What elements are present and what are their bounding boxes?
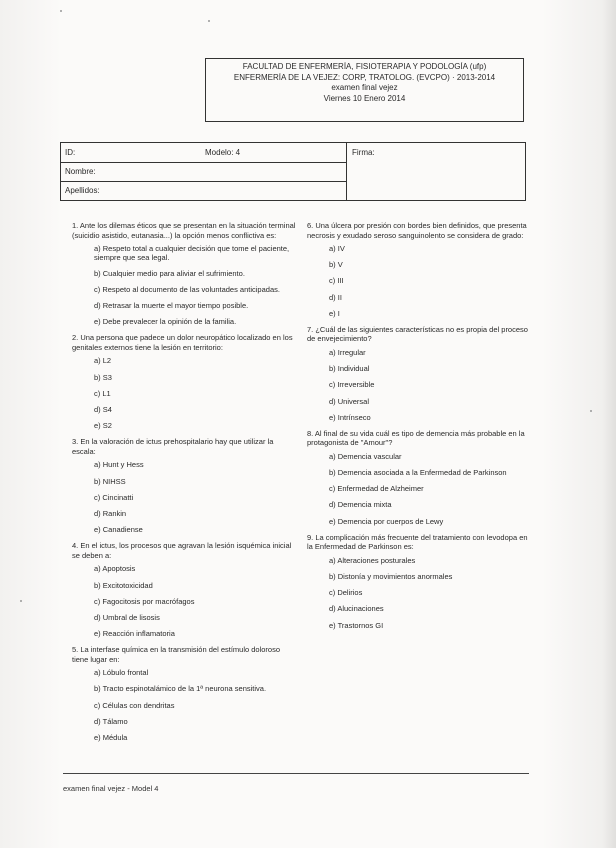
header-course: ENFERMERÍA DE LA VEJEZ: CORP, TRATOLOG. (EVCPO) · 2013-2014 — [233, 72, 496, 82]
option: e) Intrínseco — [329, 412, 371, 422]
question-stem: 9. La complicación más frecuente del tratamiento con levodopa en la Enfermedad de Parkinson es: — [307, 532, 528, 552]
option: a) Hunt y Hess — [94, 460, 144, 470]
question-stem: 4. En el ictus, los procesos que agravan la lesión isquémica inicial se deben a: — [72, 541, 292, 560]
option: b) Individual — [329, 364, 370, 374]
questions-right-column — [307, 221, 529, 637]
option-list — [72, 244, 298, 327]
option-list — [72, 668, 298, 742]
option: a) Alteraciones posturales — [329, 555, 416, 565]
question-stem: 7. ¿Cuál de las siguientes características no es propia del proceso de envejecimiento? — [307, 324, 528, 344]
scan-speck — [208, 20, 210, 22]
student-info-left — [61, 143, 347, 200]
option: a) IV — [329, 244, 345, 253]
option: a) L2 — [94, 356, 112, 366]
question-5 — [72, 645, 298, 742]
option: e) Debe prevalecer la opinión de la familia. — [94, 317, 237, 327]
option: d) Tálamo — [94, 716, 128, 726]
header-exam-title: examen final vejez — [331, 83, 398, 92]
option: c) Respeto al documento de las voluntades anticipadas. — [94, 284, 280, 294]
option: b) NIHSS — [94, 476, 126, 486]
option-list — [307, 452, 529, 526]
id-row — [61, 143, 346, 163]
firma-label: Firma: — [352, 148, 375, 157]
option: d) S4 — [94, 405, 112, 414]
option: c) Cincinatti — [94, 492, 134, 502]
option: b) Distonía y movimientos anormales — [329, 572, 453, 581]
option: c) Delirios — [329, 588, 363, 598]
option: e) Reacción inflamatoria — [94, 629, 175, 639]
option: a) Lóbulo frontal — [94, 668, 149, 678]
option-list — [72, 564, 298, 638]
question-9 — [307, 533, 529, 630]
question-stem: 6. Una úlcera por presión con bordes bien definidos, que presenta necrosis y exudado seroso sanguinolento se considera de grado: — [307, 221, 527, 240]
option-list — [307, 556, 529, 630]
scan-speck — [20, 600, 22, 602]
option: d) II — [329, 292, 342, 302]
question-stem: 1. Ante los dilemas éticos que se presentan en la situación terminal (suicidio asistido, eutanasia...) la opción menos conflictiva es: — [72, 221, 296, 240]
option: c) Células con dendritas — [94, 700, 175, 710]
option: c) III — [329, 276, 344, 286]
question-stem: 5. La interfase química en la transmisión del estímulo doloroso tiene lugar en: — [72, 645, 281, 664]
apellidos-row — [61, 181, 346, 200]
option: e) Trastornos GI — [329, 620, 384, 630]
nombre-row — [61, 162, 346, 182]
option: d) Retrasar la muerte el mayor tiempo posible. — [94, 301, 249, 311]
option: d) Universal — [329, 396, 370, 406]
header-date: Viernes 10 Enero 2014 — [323, 93, 406, 103]
option-list — [72, 356, 298, 430]
option: e) Canadiense — [94, 525, 143, 535]
modelo-label: Modelo: 4 — [205, 148, 241, 157]
option: e) Médula — [94, 733, 128, 742]
option: c) Irreversible — [329, 380, 375, 390]
question-3 — [72, 437, 298, 534]
scan-speck — [60, 10, 62, 12]
question-4 — [72, 541, 298, 638]
question-8 — [307, 429, 529, 526]
question-1 — [72, 221, 298, 327]
option: a) Irregular — [329, 347, 366, 357]
apellidos-label: Apellidos: — [65, 186, 100, 195]
option: d) Demencia mixta — [329, 500, 392, 510]
option: b) Demencia asociada a la Enfermedad de Parkinson — [329, 468, 507, 478]
option: b) S3 — [94, 372, 112, 382]
option: c) L1 — [94, 388, 111, 398]
option: a) Apoptosis — [94, 564, 136, 574]
option: b) Tracto espinotalámico de la 1ª neurona sensitiva. — [94, 684, 267, 694]
option: e) Demencia por cuerpos de Lewy — [329, 516, 444, 526]
option-list — [307, 348, 529, 422]
nombre-label: Nombre: — [65, 167, 96, 176]
student-info-table — [60, 142, 526, 201]
scan-speck — [590, 410, 592, 412]
scan-shadow — [602, 0, 616, 848]
option: a) Respeto total a cualquier decisión que tome el paciente, siempre que sea legal. — [94, 244, 290, 262]
option-list — [307, 244, 529, 318]
option: a) Demencia vascular — [329, 451, 402, 461]
option: e) I — [329, 308, 340, 318]
question-stem: 3. En la valoración de ictus prehospitalario hay que utilizar la escala: — [72, 437, 274, 456]
header-faculty: FACULTAD DE ENFERMERÍA, FISIOTERAPIA Y PODOLOGÍA (ufp) — [242, 62, 487, 71]
option: c) Enfermedad de Alzheimer — [329, 484, 424, 494]
id-label: ID: — [65, 148, 76, 157]
question-stem: 8. Al final de su vida cuál es tipo de demencia más probable en la protagonista de "Amour"? — [307, 428, 525, 448]
questions-left-column — [72, 221, 298, 749]
footer-text: examen final vejez - Model 4 — [63, 784, 159, 793]
option-list — [72, 460, 298, 534]
footer-divider — [63, 773, 529, 774]
option: e) S2 — [94, 421, 112, 431]
question-6 — [307, 221, 529, 318]
option: d) Rankin — [94, 508, 127, 518]
option: b) Cualquier medio para aliviar el sufrimiento. — [94, 268, 245, 278]
option: d) Alucinaciones — [329, 604, 384, 614]
option: d) Umbral de lisosis — [94, 612, 160, 622]
exam-header-box — [205, 58, 524, 122]
question-stem: 2. Una persona que padece un dolor neuropático localizado en los genitales externos tiene la lesión en territorio: — [72, 333, 293, 352]
question-2 — [72, 333, 298, 430]
question-7 — [307, 325, 529, 422]
option: b) V — [329, 260, 343, 270]
option: b) Excitotoxicidad — [94, 580, 153, 590]
option: c) Fagocitosis por macrófagos — [94, 596, 195, 606]
